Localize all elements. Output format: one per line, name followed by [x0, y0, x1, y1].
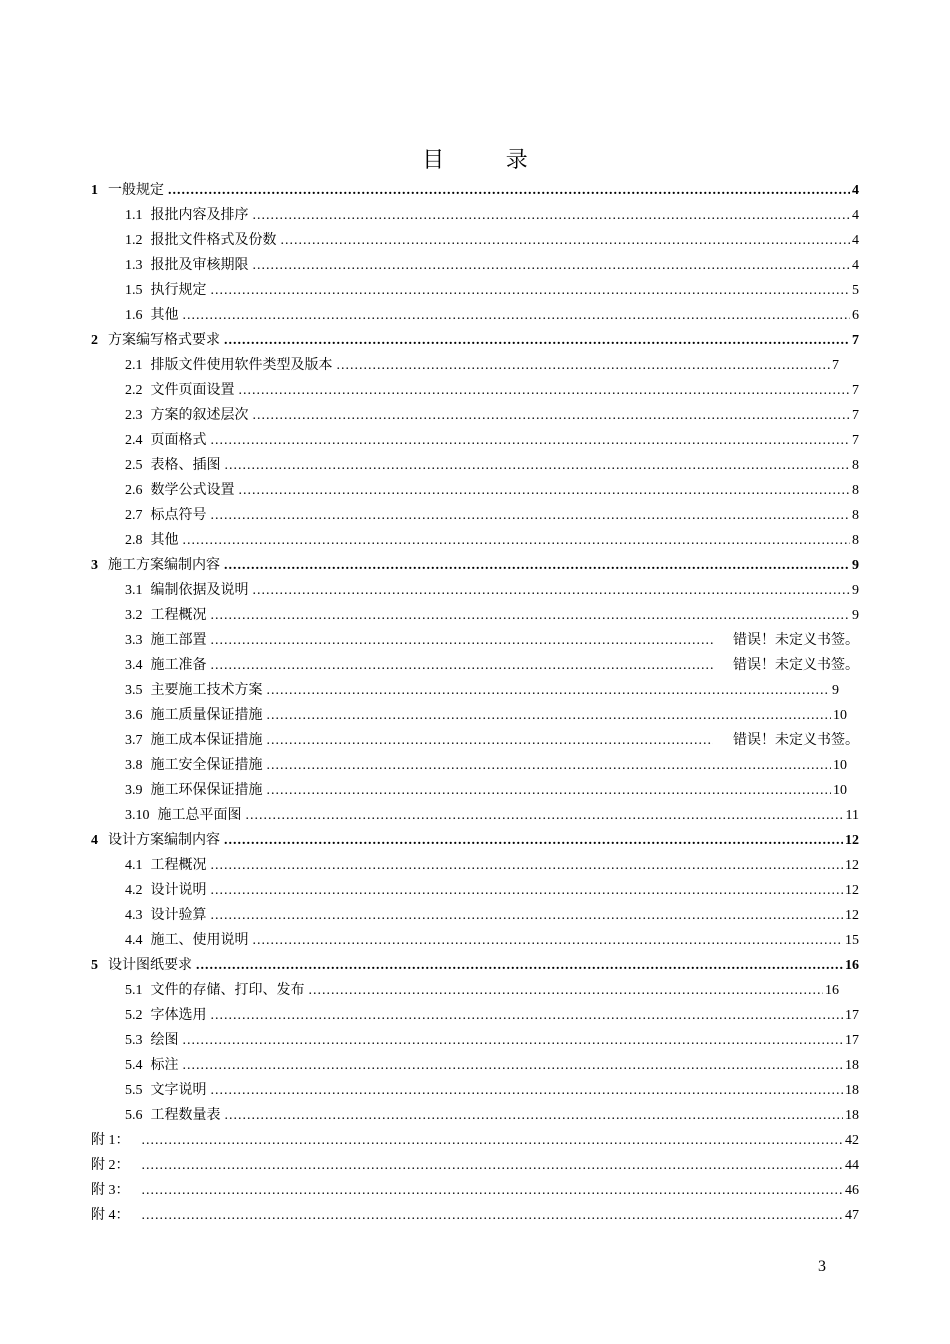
toc-entry-label: 字体选用: [150, 1008, 207, 1023]
toc-list: [91, 178, 859, 1228]
toc-entry-label: 排版文件使用软件类型及版本: [150, 358, 333, 373]
toc-entry-label: 文件页面设置: [150, 383, 235, 398]
toc-entry-label: 报批内容及排序: [150, 208, 249, 223]
toc-entry[interactable]: [91, 1128, 859, 1153]
toc-entry[interactable]: [91, 653, 859, 678]
toc-dot-leader: [211, 1003, 844, 1028]
toc-entry[interactable]: [91, 478, 859, 503]
toc-entry-label: 执行规定: [150, 283, 207, 298]
toc-entry-number: 2.2: [125, 383, 143, 398]
toc-entry[interactable]: [91, 903, 859, 928]
toc-dot-leader: [142, 1178, 844, 1203]
toc-entry[interactable]: [91, 678, 859, 703]
toc-entry-label: 施工准备: [150, 658, 207, 673]
toc-entry-page: 7: [852, 408, 859, 423]
toc-entry[interactable]: [91, 228, 859, 253]
toc-entry-label: 绘图: [150, 1033, 179, 1048]
toc-dot-leader: [267, 728, 714, 753]
toc-entry-label: 施工总平面图: [157, 808, 242, 823]
toc-entry[interactable]: [91, 328, 859, 353]
toc-entry[interactable]: [91, 953, 859, 978]
toc-entry[interactable]: [91, 778, 859, 803]
toc-entry-label: 设计图纸要求: [108, 958, 192, 973]
toc-entry-number: 4.3: [125, 908, 143, 923]
toc-dot-leader: [267, 753, 832, 778]
toc-dot-leader: [281, 228, 851, 253]
toc-entry[interactable]: [91, 1103, 859, 1128]
toc-entry-page: 42: [845, 1133, 859, 1148]
toc-title: 目 录: [422, 147, 556, 172]
toc-entry-page: 7: [852, 433, 859, 448]
toc-entry[interactable]: [91, 603, 859, 628]
toc-entry-number: 2.4: [125, 433, 143, 448]
toc-entry-label: 数学公式设置: [150, 483, 235, 498]
toc-entry-page: 47: [845, 1208, 859, 1223]
toc-entry-page: 18: [845, 1058, 859, 1073]
toc-entry-number: 3.3: [125, 633, 143, 648]
toc-dot-leader: [142, 1128, 844, 1153]
toc-dot-leader: [183, 1053, 844, 1078]
toc-entry-page: 10: [833, 708, 847, 723]
toc-entry-number: 2.1: [125, 358, 143, 373]
toc-dot-leader: [211, 628, 714, 653]
toc-dot-leader: [253, 253, 851, 278]
toc-entry-label: 主要施工技术方案: [150, 683, 263, 698]
toc-entry-number: 1.5: [125, 283, 143, 298]
toc-entry[interactable]: [91, 553, 859, 578]
toc-entry-label: 编制依据及说明: [150, 583, 249, 598]
toc-entry-page: 8: [852, 533, 859, 548]
toc-entry[interactable]: [91, 828, 859, 853]
toc-entry-label: 其他: [150, 308, 179, 323]
toc-dot-leader: [183, 1028, 844, 1053]
toc-dot-leader: [142, 1203, 844, 1228]
toc-dot-leader: [211, 903, 844, 928]
toc-dot-leader: [196, 953, 843, 978]
toc-dot-leader: [253, 403, 851, 428]
toc-entry-label: 标注: [150, 1058, 179, 1073]
toc-dot-leader: [211, 853, 844, 878]
toc-entry-number: 1: [91, 183, 98, 198]
toc-entry-page: 7: [832, 358, 839, 373]
toc-entry-label: 设计说明: [150, 883, 207, 898]
toc-entry-number: 2.7: [125, 508, 143, 523]
toc-entry[interactable]: [91, 203, 859, 228]
toc-entry-label: 报批及审核期限: [150, 258, 249, 273]
toc-entry-label: 文字说明: [150, 1083, 207, 1098]
toc-entry-page: 17: [845, 1033, 859, 1048]
toc-entry-number: 5.2: [125, 1008, 143, 1023]
toc-dot-leader: [246, 803, 844, 828]
toc-entry[interactable]: [91, 1078, 859, 1103]
toc-dot-leader: [211, 503, 851, 528]
toc-entry-label: 施工质量保证措施: [150, 708, 263, 723]
toc-entry-page: 12: [845, 833, 859, 848]
toc-entry[interactable]: [91, 503, 859, 528]
toc-entry[interactable]: [91, 428, 859, 453]
toc-entry-page: 错误！未定义书签。: [733, 733, 859, 748]
toc-entry-page: 4: [852, 233, 859, 248]
toc-entry-page: 错误！未定义书签。: [733, 658, 859, 673]
toc-entry-label: 施工成本保证措施: [150, 733, 263, 748]
toc-entry-number: 3.9: [125, 783, 143, 798]
toc-entry-number: 5.3: [125, 1033, 143, 1048]
toc-dot-leader: [211, 603, 851, 628]
toc-entry-label: 施工部置: [150, 633, 207, 648]
toc-dot-leader: [224, 328, 850, 353]
toc-entry-page: 15: [845, 933, 859, 948]
toc-dot-leader: [253, 578, 851, 603]
toc-entry-number: 3.10: [125, 808, 150, 823]
toc-entry-number: 3.8: [125, 758, 143, 773]
toc-entry-page: 9: [832, 683, 839, 698]
toc-entry-number: 4: [91, 833, 98, 848]
toc-entry-page: 5: [852, 283, 859, 298]
toc-entry-page: 10: [833, 783, 847, 798]
toc-entry-page: 18: [845, 1083, 859, 1098]
toc-entry-number: 5.1: [125, 983, 143, 998]
toc-entry[interactable]: [91, 1203, 859, 1228]
toc-entry-label: 设计验算: [150, 908, 207, 923]
toc-entry-label: 工程数量表: [150, 1108, 221, 1123]
toc-entry[interactable]: [91, 628, 859, 653]
toc-entry-number: 3.6: [125, 708, 143, 723]
toc-entry-label: 方案的叙述层次: [150, 408, 249, 423]
toc-entry-number: 附 1：: [91, 1133, 130, 1148]
toc-entry-label: 标点符号: [150, 508, 207, 523]
toc-entry-label: 一般规定: [108, 183, 164, 198]
toc-dot-leader: [267, 678, 831, 703]
toc-dot-leader: [211, 1078, 844, 1103]
toc-entry-page: 18: [845, 1108, 859, 1123]
toc-entry[interactable]: [91, 1028, 859, 1053]
toc-entry-page: 46: [845, 1183, 859, 1198]
toc-entry-label: 施工环保保证措施: [150, 783, 263, 798]
toc-entry[interactable]: [91, 1003, 859, 1028]
toc-entry-page: 12: [845, 858, 859, 873]
toc-entry-label: 工程概况: [150, 608, 207, 623]
toc-dot-leader: [337, 353, 831, 378]
toc-entry-number: 3.1: [125, 583, 143, 598]
toc-entry-number: 1.1: [125, 208, 143, 223]
toc-entry-page: 7: [852, 383, 859, 398]
toc-dot-leader: [309, 978, 824, 1003]
toc-entry-page: 8: [852, 508, 859, 523]
toc-entry-number: 1.2: [125, 233, 143, 248]
toc-dot-leader: [142, 1153, 844, 1178]
toc-entry[interactable]: [91, 853, 859, 878]
toc-dot-leader: [224, 828, 843, 853]
toc-entry-label: 设计方案编制内容: [108, 833, 220, 848]
toc-entry-number: 2.3: [125, 408, 143, 423]
toc-entry-label: 表格、插图: [150, 458, 221, 473]
toc-entry-label: 施工方案编制内容: [108, 558, 220, 573]
toc-entry[interactable]: [91, 1053, 859, 1078]
toc-entry[interactable]: [91, 578, 859, 603]
toc-entry-number: 附 3：: [91, 1183, 130, 1198]
toc-entry-page: 9: [852, 608, 859, 623]
toc-dot-leader: [239, 378, 851, 403]
toc-dot-leader: [183, 528, 851, 553]
toc-entry[interactable]: [91, 253, 859, 278]
toc-entry-page: 12: [845, 908, 859, 923]
toc-entry-page: 44: [845, 1158, 859, 1173]
toc-dot-leader: [183, 303, 851, 328]
toc-entry-page: 4: [852, 183, 859, 198]
toc-entry-number: 1.3: [125, 258, 143, 273]
toc-entry-page: 9: [852, 583, 859, 598]
toc-entry-number: 3.2: [125, 608, 143, 623]
toc-entry-number: 3: [91, 558, 98, 573]
toc-dot-leader: [211, 653, 714, 678]
toc-entry[interactable]: [91, 728, 859, 753]
toc-dot-leader: [211, 878, 844, 903]
toc-dot-leader: [224, 553, 850, 578]
toc-dot-leader: [267, 703, 832, 728]
toc-entry-number: 3.7: [125, 733, 143, 748]
toc-entry-number: 2: [91, 333, 98, 348]
toc-dot-leader: [267, 778, 832, 803]
toc-entry[interactable]: [91, 928, 859, 953]
toc-entry[interactable]: [91, 528, 859, 553]
toc-entry-page: 11: [845, 808, 859, 823]
toc-entry[interactable]: [91, 178, 859, 203]
toc-dot-leader: [253, 203, 851, 228]
toc-entry[interactable]: [91, 1153, 859, 1178]
toc-entry[interactable]: [91, 753, 859, 778]
toc-entry-page: 6: [852, 308, 859, 323]
toc-entry[interactable]: [91, 278, 859, 303]
toc-entry-number: 5.6: [125, 1108, 143, 1123]
toc-entry[interactable]: [91, 303, 859, 328]
toc-entry-label: 施工、使用说明: [150, 933, 249, 948]
toc-entry-number: 3.4: [125, 658, 143, 673]
toc-entry-label: 文件的存储、打印、发布: [150, 983, 305, 998]
toc-entry-number: 附 4：: [91, 1208, 130, 1223]
toc-entry-label: 工程概况: [150, 858, 207, 873]
toc-entry[interactable]: [91, 803, 859, 828]
toc-dot-leader: [225, 453, 851, 478]
toc-dot-leader: [225, 1103, 844, 1128]
toc-entry-number: 2.5: [125, 458, 143, 473]
toc-entry-number: 附 2：: [91, 1158, 130, 1173]
toc-entry-number: 5.4: [125, 1058, 143, 1073]
toc-dot-leader: [239, 478, 851, 503]
toc-entry-page: 16: [825, 983, 839, 998]
toc-entry-number: 5.5: [125, 1083, 143, 1098]
page-number: 3: [818, 1258, 826, 1275]
toc-entry[interactable]: [91, 878, 859, 903]
toc-entry-page: 7: [852, 333, 859, 348]
toc-entry-number: 2.8: [125, 533, 143, 548]
toc-entry-page: 4: [852, 258, 859, 273]
toc-entry-label: 施工安全保证措施: [150, 758, 263, 773]
toc-entry-label: 方案编写格式要求: [108, 333, 220, 348]
toc-entry-page: 12: [845, 883, 859, 898]
toc-entry-number: 4.2: [125, 883, 143, 898]
toc-entry[interactable]: [91, 1178, 859, 1203]
toc-entry-label: 其他: [150, 533, 179, 548]
toc-entry-page: 错误！未定义书签。: [733, 633, 859, 648]
toc-entry-page: 17: [845, 1008, 859, 1023]
toc-entry-number: 5: [91, 958, 98, 973]
toc-entry-label: 页面格式: [150, 433, 207, 448]
toc-entry-number: 4.1: [125, 858, 143, 873]
toc-entry[interactable]: [91, 703, 859, 728]
toc-entry[interactable]: [91, 453, 859, 478]
toc-entry-page: 8: [852, 483, 859, 498]
toc-entry-page: 4: [852, 208, 859, 223]
toc-entry-number: 1.6: [125, 308, 143, 323]
toc-entry[interactable]: [91, 978, 859, 1003]
toc-dot-leader: [211, 428, 851, 453]
toc-entry-page: 16: [845, 958, 859, 973]
toc-entry-label: 报批文件格式及份数: [150, 233, 277, 248]
toc-entry-number: 3.5: [125, 683, 143, 698]
toc-entry-page: 10: [833, 758, 847, 773]
toc-entry-page: 9: [852, 558, 859, 573]
toc-entry-page: 8: [852, 458, 859, 473]
toc-entry[interactable]: [91, 378, 859, 403]
toc-entry[interactable]: [91, 353, 859, 378]
toc-dot-leader: [168, 178, 850, 203]
toc-entry-number: 2.6: [125, 483, 143, 498]
toc-entry[interactable]: [91, 403, 859, 428]
toc-dot-leader: [253, 928, 844, 953]
toc-dot-leader: [211, 278, 851, 303]
toc-entry-number: 4.4: [125, 933, 143, 948]
